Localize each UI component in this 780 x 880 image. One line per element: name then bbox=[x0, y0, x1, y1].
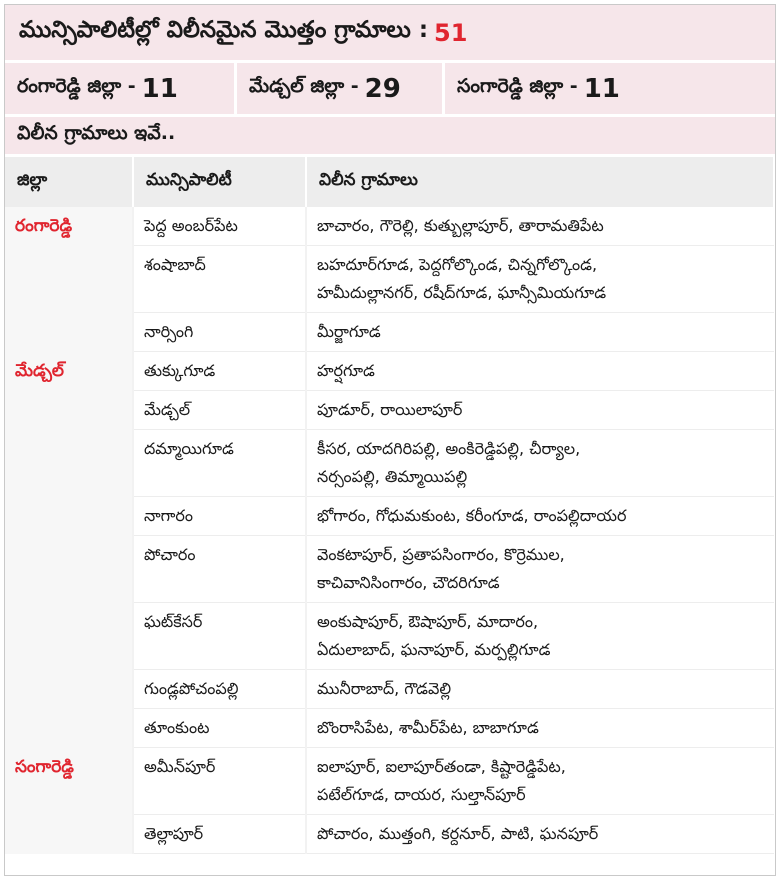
count-value: 29 bbox=[364, 73, 401, 104]
village-line: అంకుషాపూర్, ఔషాపూర్, మాదారం, bbox=[317, 612, 539, 631]
villages-cell bbox=[306, 536, 774, 603]
table-row bbox=[5, 670, 774, 709]
district-cell bbox=[5, 536, 133, 603]
table-row bbox=[5, 536, 774, 603]
count-label: రంగారెడ్డి జిల్లా - bbox=[17, 75, 136, 97]
villages-cell bbox=[306, 430, 774, 497]
table-row bbox=[5, 709, 774, 748]
villages-cell bbox=[306, 207, 774, 246]
table-row bbox=[5, 313, 774, 352]
count-value: 11 bbox=[141, 73, 178, 104]
village-line: ఐలాపూర్, ఐలాపూర్‌తండా, కిష్టారెడ్డిపేట, bbox=[317, 757, 566, 776]
district-cell: సంగారెడ్డి bbox=[5, 748, 133, 815]
village-line: హర్షగూడ bbox=[317, 361, 375, 380]
village-line: పటేల్‌గూడ, దాయర, సుల్తాన్‌పూర్ bbox=[317, 785, 526, 804]
district-cell bbox=[5, 497, 133, 536]
table-header-row bbox=[5, 157, 774, 207]
municipality-cell: అమీన్‌పూర్ bbox=[133, 748, 306, 815]
district-cell bbox=[5, 670, 133, 709]
villages-cell bbox=[306, 391, 774, 430]
villages-cell bbox=[306, 352, 774, 391]
municipality-cell: ఘట్‌కేసర్ bbox=[133, 603, 306, 670]
municipality-cell: పోచారం bbox=[133, 536, 306, 603]
village-line: హమీదుల్లానగర్, రషీద్‌గూడ, ఘాన్సీమియగూడ bbox=[317, 283, 607, 302]
header-villages: విలీన గ్రామాలు bbox=[306, 157, 774, 207]
village-line: భోగారం, గోధుమకుంట, కరీంగూడ, రాంపల్లిదాయర bbox=[317, 506, 627, 525]
district-cell bbox=[5, 709, 133, 748]
count-sangareddy bbox=[445, 63, 775, 114]
merged-villages-card bbox=[4, 4, 776, 876]
table-row bbox=[5, 391, 774, 430]
municipality-cell: నాగారం bbox=[133, 497, 306, 536]
district-cell bbox=[5, 815, 133, 854]
municipality-cell: దమ్మాయిగూడ bbox=[133, 430, 306, 497]
villages-table bbox=[5, 157, 775, 854]
municipality-cell: నార్సింగి bbox=[133, 313, 306, 352]
villages-cell bbox=[306, 709, 774, 748]
table-row bbox=[5, 497, 774, 536]
table-row bbox=[5, 207, 774, 246]
villages-cell bbox=[306, 815, 774, 854]
table-row bbox=[5, 430, 774, 497]
header-municipality: మున్సిపాలిటీ bbox=[133, 157, 306, 207]
district-cell: రంగారెడ్డి bbox=[5, 207, 133, 246]
villages-cell bbox=[306, 313, 774, 352]
village-line: బొంరాసిపేట, శామీర్‌పేట, బాబాగూడ bbox=[317, 718, 539, 737]
village-line: ఏదులాబాద్, ఘనాపూర్, మర్పల్లిగూడ bbox=[317, 640, 551, 659]
district-counts bbox=[5, 63, 775, 117]
municipality-cell: శంషాబాద్ bbox=[133, 246, 306, 313]
district-cell bbox=[5, 430, 133, 497]
village-line: నర్సంపల్లి, తిమ్మాయిపల్లి bbox=[317, 467, 468, 486]
district-cell bbox=[5, 391, 133, 430]
district-cell bbox=[5, 603, 133, 670]
village-line: కాచివానిసింగారం, చౌదరిగూడ bbox=[317, 573, 500, 592]
municipality-cell: గుండ్లపోచంపల్లి bbox=[133, 670, 306, 709]
subtitle: విలీన గ్రామాలు ఇవే.. bbox=[5, 117, 775, 157]
municipality-cell: మేడ్చల్ bbox=[133, 391, 306, 430]
table-row bbox=[5, 815, 774, 854]
villages-cell bbox=[306, 497, 774, 536]
villages-cell bbox=[306, 670, 774, 709]
municipality-cell: పెద్ద అంబర్‌పేట bbox=[133, 207, 306, 246]
page-title: మున్సిపాలిటీల్లో విలీనమైన మొత్తం గ్రామాలు : bbox=[19, 16, 429, 43]
village-line: కీసర, యాదగిరిపల్లి, అంకిరెడ్డిపల్లి, చీర్యాల, bbox=[317, 439, 581, 458]
count-rangareddy bbox=[5, 63, 237, 114]
title-bar bbox=[5, 5, 775, 63]
count-value: 11 bbox=[583, 73, 620, 104]
municipality-cell: తూంకుంట bbox=[133, 709, 306, 748]
villages-cell bbox=[306, 748, 774, 815]
table-row bbox=[5, 246, 774, 313]
district-cell bbox=[5, 313, 133, 352]
municipality-cell: తెల్లాపూర్ bbox=[133, 815, 306, 854]
district-cell bbox=[5, 246, 133, 313]
village-line: బాచారం, గౌరెల్లి, కుత్బుల్లాపూర్, తారామతిపేట bbox=[317, 216, 604, 235]
villages-cell bbox=[306, 246, 774, 313]
total-count: 51 bbox=[434, 18, 468, 47]
village-line: వెంకటాపూర్, ప్రతాపసింగారం, కొర్రెముల, bbox=[317, 545, 565, 564]
village-line: బహదూర్‌గూడ, పెద్దగోల్కొండ, చిన్నగోల్కొండ, bbox=[317, 255, 598, 274]
village-line: పూడూర్, రాయిలాపూర్ bbox=[317, 400, 463, 419]
table-row bbox=[5, 603, 774, 670]
municipality-cell: తుక్కుగూడ bbox=[133, 352, 306, 391]
count-medchal bbox=[237, 63, 445, 114]
table-row bbox=[5, 352, 774, 391]
header-district: జిల్లా bbox=[5, 157, 133, 207]
district-cell: మేడ్చల్ bbox=[5, 352, 133, 391]
villages-cell bbox=[306, 603, 774, 670]
count-label: మేడ్చల్ జిల్లా - bbox=[249, 75, 359, 97]
count-label: సంగారెడ్డి జిల్లా - bbox=[457, 75, 578, 97]
village-line: పోచారం, ముత్తంగి, కర్దనూర్, పాటి, ఘనపూర్ bbox=[317, 824, 599, 843]
village-line: మీర్జాగూడ bbox=[317, 322, 381, 341]
village-line: మునీరాబాద్, గౌడవెల్లి bbox=[317, 679, 452, 698]
table-row bbox=[5, 748, 774, 815]
